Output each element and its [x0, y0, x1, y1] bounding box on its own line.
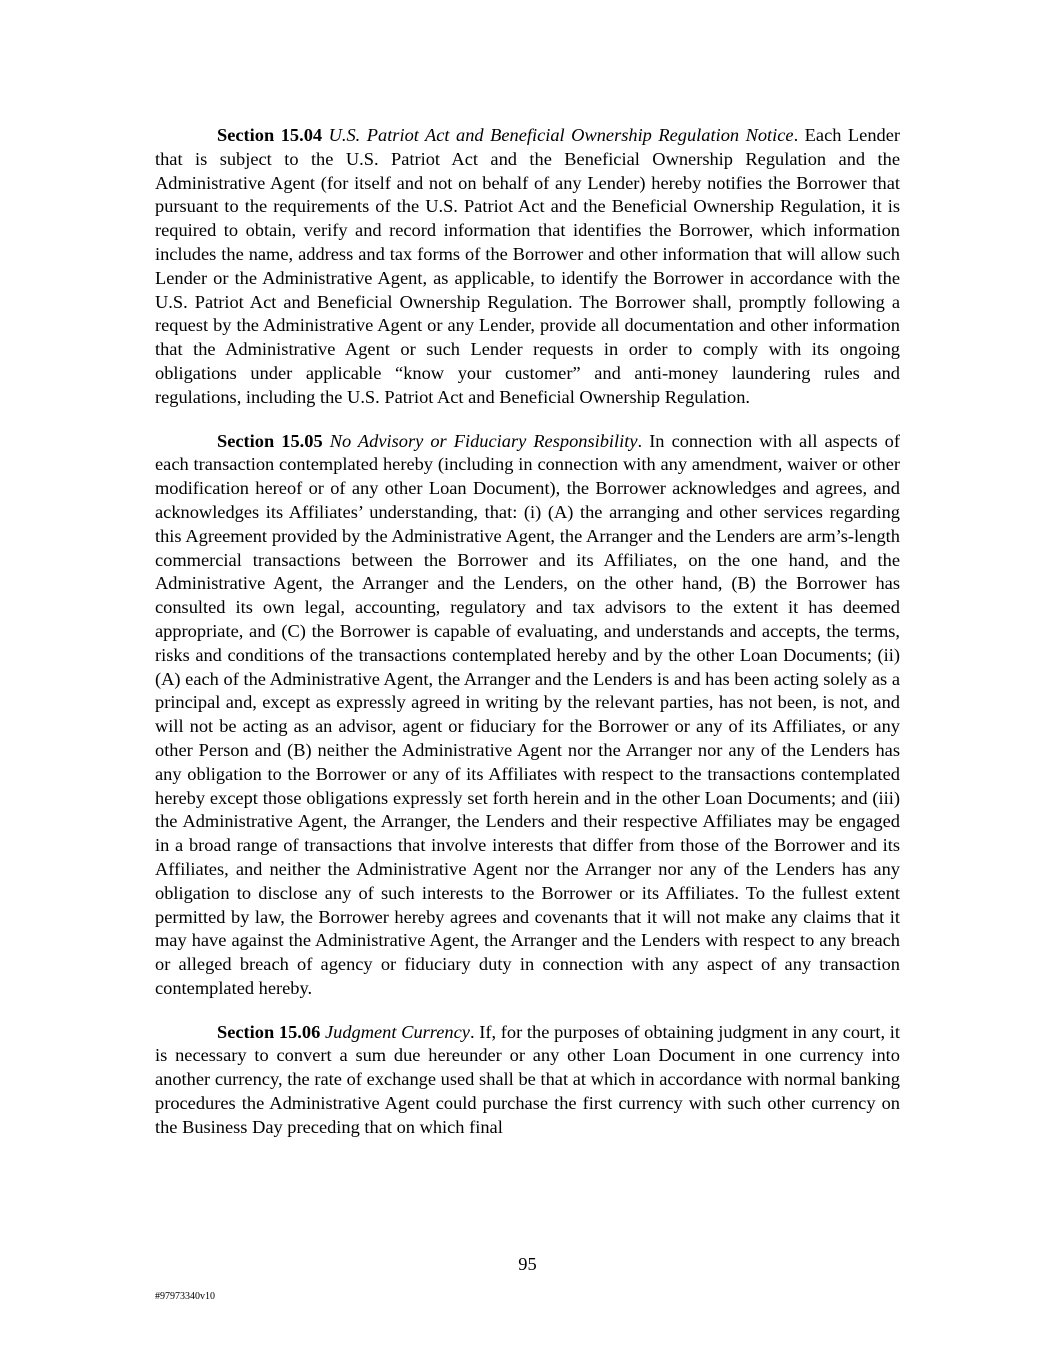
section-number: Section 15.04 [217, 125, 323, 145]
document-body [155, 124, 900, 1160]
section-15-04 [155, 124, 900, 410]
section-number: Section 15.05 [217, 430, 323, 451]
document-id: #97973340v10 [155, 1291, 215, 1302]
section-text: . In connection with all aspects of each transaction contemplated hereby (including in connection with any amendment, waiver or other modification hereof or of any other Loan Document), the Borrower acknowledges and agrees, and acknowledges its Affiliates’ understanding, that: (i) (A) the arranging and other services regarding this Agreement provided by the Administrative Agent, the Arranger and the Lenders are arm’s-length commercial transactions between the Borrower and its Affiliates, on the one hand, and the Administrative Agent, the Arranger and the Lenders, on the other hand, (B) the Borrower has consulted its own legal, accounting, regulatory and tax advisors to the extent it has deemed appropriate, and (C) the Borrower is capable of evaluating, and understands and accepts, the terms, risks and conditions of the transactions contemplated hereby and by the other Loan Documents; (ii) (A) each of the Administrative Agent, the Arranger and the Lenders is and has been acting solely as a principal and, except as expressly agreed in writing by the relevant parties, has not been, is not, and will not be acting as an advisor, agent or fiduciary for the Borrower or any of its Affiliates, or any other Person and (B) neither the Administrative Agent nor the Arranger nor any of the Lenders has any obligation to the Borrower or any of its Affiliates with respect to the transactions contemplated hereby except those obligations expressly set forth herein and in the other Loan Documents; and (iii) the Administrative Agent, the Arranger, the Lenders and their respective Affiliates may be engaged in a broad range of transactions that involve interests that differ from those of the Borrower and its Affiliates, and neither the Administrative Agent nor the Arranger nor any of the Lenders has any obligation to disclose any of such interests to the Borrower or its Affiliates. To the fullest extent permitted by law, the Borrower hereby agrees and covenants that it will not make any claims that it may have against the Administrative Agent, the Arranger and the Lenders with respect to any breach or alleged breach of agency or fiduciary duty in connection with any aspect of any transaction contemplated hereby. [155, 430, 900, 998]
section-text: . Each Lender that is subject to the U.S. Patriot Act and the Beneficial Ownership Regulation and the Administrative Agent (for itself and not on behalf of any Lender) hereby notifies the Borrower that pursuant to the requirements of the U.S. Patriot Act and the Beneficial Ownership Regulation, it is required to obtain, verify and record information that identifies the Borrower, which information includes the name, address and tax forms of the Borrower and other information that will allow such Lender or the Administrative Agent, as applicable, to identify the Borrower in accordance with the U.S. Patriot Act and Beneficial Ownership Regulation. The Borrower shall, promptly following a request by the Administrative Agent or any Lender, provide all documentation and other information that the Administrative Agent or such Lender requests in order to comply with its ongoing obligations under applicable “know your customer” and anti-money laundering rules and regulations, including the U.S. Patriot Act and Beneficial Ownership Regulation. [155, 125, 901, 407]
section-15-06 [155, 1021, 900, 1140]
section-title: U.S. Patriot Act and Beneficial Ownership Regulation Notice [328, 125, 794, 145]
section-title: No Advisory or Fiduciary Responsibility [329, 430, 638, 451]
section-title: Judgment Currency [324, 1021, 470, 1042]
page-number: 95 [518, 1254, 537, 1274]
section-text: . If, for the purposes of obtaining judgment in any court, it is necessary to convert a sum due hereunder or any other Loan Document in one currency into another currency, the rate of exchange used shall be that at which in accordance with normal banking procedures the Administrative Agent could purchase the first currency with such other currency on the Business Day preceding that on which final [155, 1021, 901, 1137]
section-15-05 [155, 430, 900, 1001]
section-number: Section 15.06 [217, 1021, 321, 1042]
